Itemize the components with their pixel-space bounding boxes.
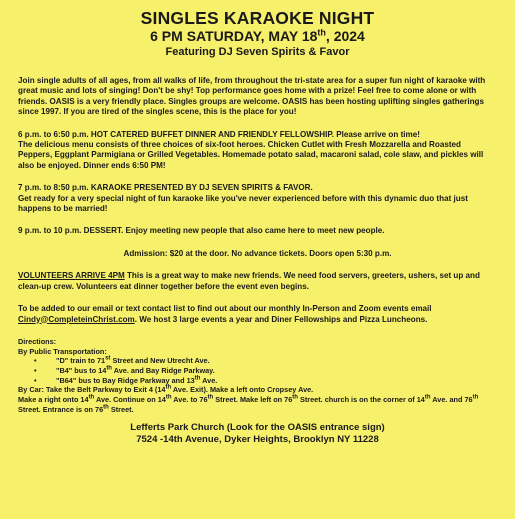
directions-heading: Directions: [18,336,57,346]
venue-footer [18,422,497,446]
car-directions-2: Make a right onto 14th Ave. Continue on 14th Ave. to 76th Street. Make left on 76th Street. church is on the corner of 14th Ave. and 76th Street. Entrance is on 76th Street. [18,394,479,414]
dinner-section [18,130,497,172]
volunteers-section [18,271,497,292]
venue-address: 7524 -14th Avenue, Dyker Heights, Brooklyn NY 11228 [136,434,379,446]
dinner-heading: 6 p.m. to 6:50 p.m. HOT CATERED BUFFET DINNER AND FRIENDLY FELLOWSHIP. Please arrive on time! [18,129,420,139]
venue-name: Lefferts Park Church (Look for the OASIS entrance sign) [130,422,385,434]
contact-email-link[interactable]: Cindy@CompleteinChrist.com [18,314,135,324]
admission-line: Admission: $20 at the door. No advance tickets. Doors open 5:30 p.m. [123,248,392,258]
list-item: • "D" train to 71st Street and New Utrecht Ave. [34,355,210,366]
volunteers-body: This is a great way to make new friends. We need food servers, greeters, ushers, set up and clean-up crew. Volunteers eat dinner together before the event even begins. [18,271,480,291]
event-date: 6 PM SATURDAY, MAY 18th, 2024 [150,27,365,44]
transit-list [18,356,497,385]
transit-heading: By Public Transportation: [18,346,107,356]
list-item: • "B4" bus to 14th Ave. and Bay Ridge Parkway. [34,365,215,375]
karaoke-body: Get ready for a very special night of fun karaoke like you've never experienced before with this dynamic duo that just happens to be married! [18,193,468,214]
contact-section: To be added to our email or text contact list to find out about our monthly In-Person and Zoom events email Cindy@CompleteinChrist.com. We host 3 large events a year and Diner Fellowships and Pizza Luncheons. [18,304,432,324]
flyer-header [18,8,497,60]
dinner-body: The delicious menu consists of three choices of six-foot heroes. Chicken Cutlet with Fresh Mozzarella and Roasted Peppers, Eggplant Parmigiana or Grilled Vegetables. Homemade potato salad, macaroni salad, cole slaw, and pickles will also be enjoyed. Dinner ends 6:50 PM! [18,140,484,170]
list-item: • "B64" bus to Bay Ridge Parkway and 13th Ave. [34,375,218,385]
bullet-icon: • [34,375,37,385]
car-directions-1: By Car: Take the Belt Parkway to Exit 4 (14th Ave. Exit). Make a left onto Cropsey Ave. [18,385,314,395]
dessert-line: 9 p.m. to 10 p.m. DESSERT. Enjoy meeting new people that also came here to meet new people. [18,226,385,236]
event-title: SINGLES KARAOKE NIGHT [140,8,375,28]
karaoke-heading: 7 p.m. to 8:50 p.m. KARAOKE PRESENTED BY DJ SEVEN SPIRITS & FAVOR. [18,183,313,193]
featuring-line: Featuring DJ Seven Spirits & Favor [165,46,350,58]
intro-paragraph: Join single adults of all ages, from all walks of life, from throughout the tri-state area for a super fun night of karaoke with great music and lots of singing! Don't be shy! Top performance goes home with a prize! Feel free to come alone or with friends. OASIS is a very friendly place. Singles groups are welcome. OASIS has been hosting uplifting singles gatherings since 1997. If you are tired of the singles scene, this is the place for you! [18,76,486,117]
karaoke-section [18,183,497,214]
bullet-icon: • [34,356,37,366]
volunteers-lead: VOLUNTEERS ARRIVE 4PM [18,271,125,281]
bullet-icon: • [34,365,37,375]
directions-section [18,337,497,414]
